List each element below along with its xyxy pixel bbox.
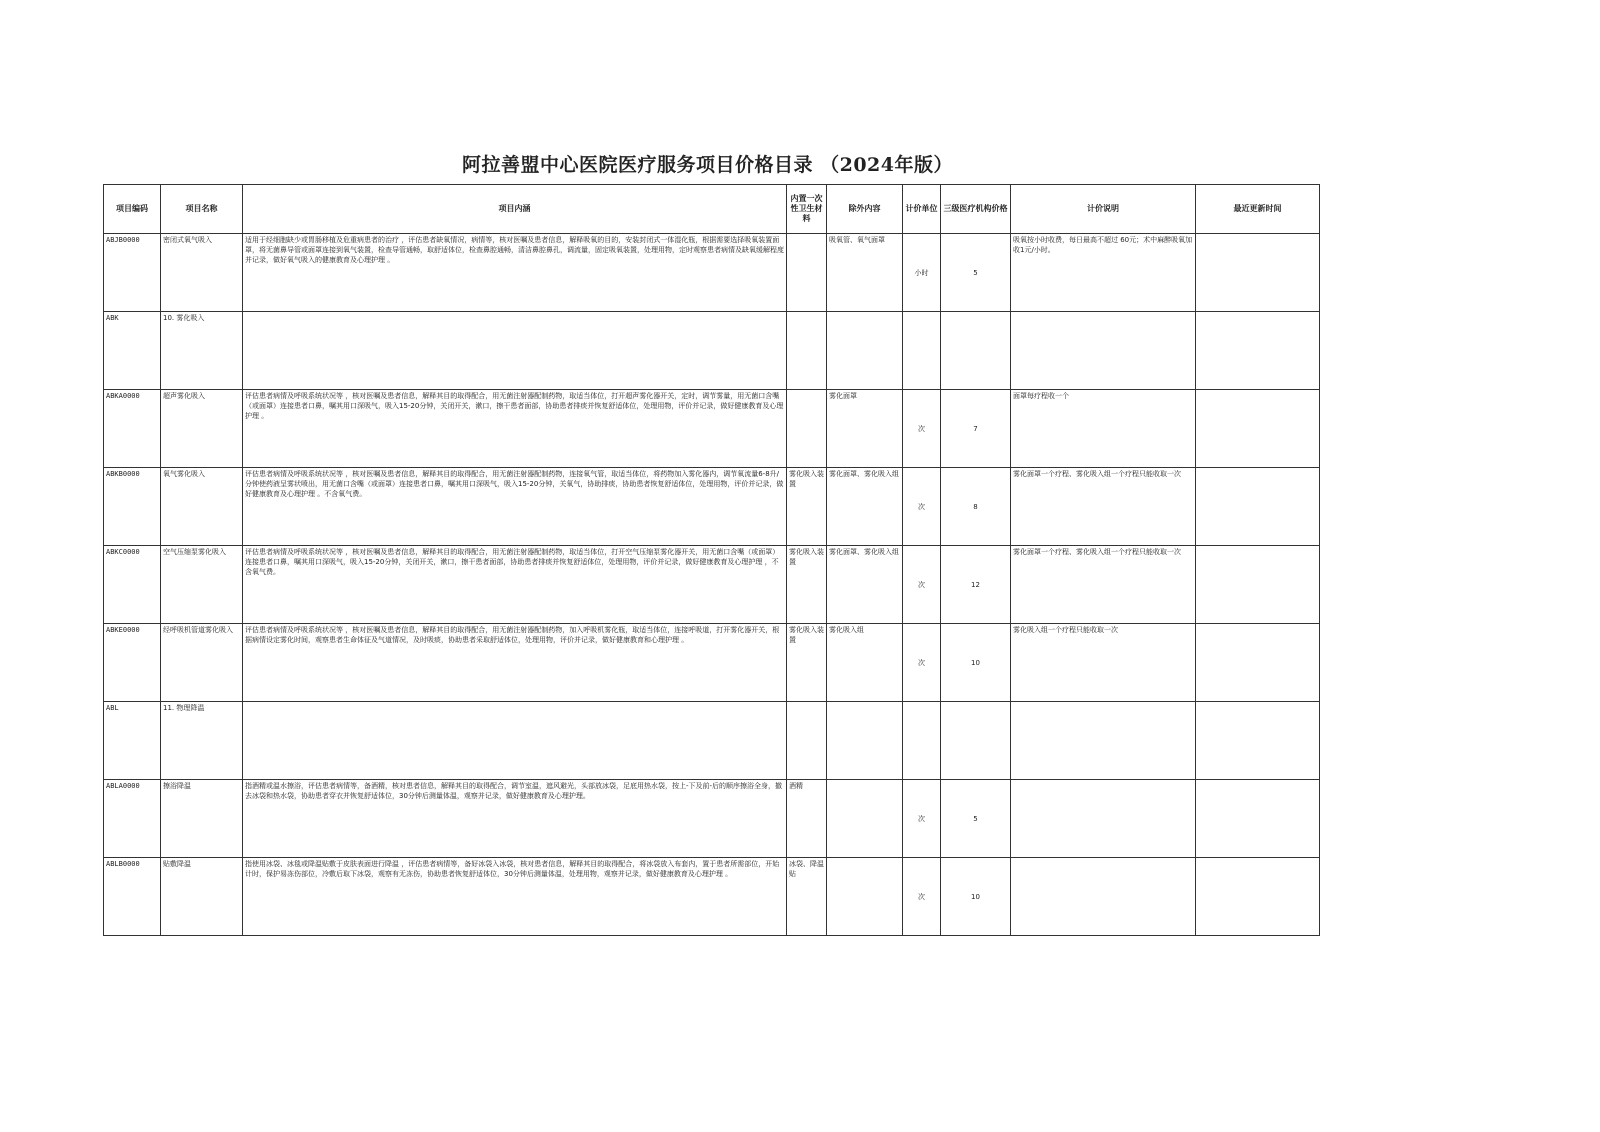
cell-code: ABL [104,702,161,780]
cell-name: 擦浴降温 [161,780,243,858]
cell-material [787,234,827,312]
cell-unit: 次 [903,468,941,546]
cell-unit: 次 [903,858,941,936]
cell-unit: 次 [903,390,941,468]
cell-name: 10. 雾化吸入 [161,312,243,390]
cell-content [243,702,787,780]
table-body [104,234,1320,936]
cell-updated [1196,624,1320,702]
cell-name: 经呼吸机管道雾化吸入 [161,624,243,702]
cell-code: ABKB0000 [104,468,161,546]
table-row [104,468,1320,546]
cell-note [1011,312,1196,390]
cell-note [1011,780,1196,858]
cell-unit: 次 [903,780,941,858]
cell-content: 评估患者病情及呼吸系统状况等 ，核对医嘱及患者信息，解释其目的取得配合，用无菌注射器配制药物，加入呼吸机雾化瓶，取适当体位，连接呼吸道，打开雾化器开关，根据病情设定雾化时间，观察患者生命体征及气道情况，及时吸痰，协助患者采取舒适体位，处理用物，评价并记录，做好健康教育和心理护理 。 [243,624,787,702]
table-row [104,780,1320,858]
cell-price: 12 [941,546,1011,624]
cell-updated [1196,780,1320,858]
cell-updated [1196,468,1320,546]
cell-note [1011,702,1196,780]
cell-material: 雾化吸入装置 [787,468,827,546]
cell-updated [1196,312,1320,390]
cell-excluded: 雾化吸入组 [827,624,903,702]
cell-code: ABKA0000 [104,390,161,468]
cell-name: 贴敷降温 [161,858,243,936]
cell-excluded: 雾化面罩、雾化吸入组 [827,468,903,546]
cell-unit: 次 [903,624,941,702]
cell-updated [1196,702,1320,780]
cell-content: 适用于经细胞缺少或胃肠移植及危重病患者的治疗 ，评估患者缺氧情况，病情等，核对医嘱及患者信息，解释吸氧的目的，安装封闭式一体湿化瓶，根据需要选择吸氧装置面罩，将无菌鼻导管或面罩连接到氧气装置，检查导管通畅，取舒适体位，检查鼻腔通畅，清洁鼻腔鼻孔，调流量，固定吸氧装置，处理用物，定时观察患者病情及缺氧缓解程度并记录，做好氧气吸入的健康教育及心理护理 。 [243,234,787,312]
cell-note: 雾化吸入组一个疗程只能收取一次 [1011,624,1196,702]
cell-unit [903,312,941,390]
header-price: 三级医疗机构价格 [941,185,1011,234]
cell-material: 冰袋、降温贴 [787,858,827,936]
cell-name: 空气压缩泵雾化吸入 [161,546,243,624]
header-row [104,185,1320,234]
cell-content: 指使用冰袋、冰毯或降温贴敷于皮肤表面进行降温 ，评估患者病情等，备好冰袋入冰袋，核对患者信息，解释其目的取得配合，将冰袋放入布套内，置于患者所需部位，开始计时，保护易冻伤部位，冷敷后取下冰袋，观察有无冻伤，协助患者恢复舒适体位，30分钟后测量体温，处理用物，观察并记录，做好健康教育及心理护理 。 [243,858,787,936]
cell-excluded: 雾化面罩 [827,390,903,468]
cell-updated [1196,858,1320,936]
cell-price [941,702,1011,780]
table-row [104,624,1320,702]
table-row [104,858,1320,936]
header-excluded: 除外内容 [827,185,903,234]
header-code: 项目编码 [104,185,161,234]
cell-note: 面罩每疗程收一个 [1011,390,1196,468]
cell-note [1011,858,1196,936]
header-unit: 计价单位 [903,185,941,234]
table-row [104,702,1320,780]
cell-excluded: 吸氧管、氧气面罩 [827,234,903,312]
cell-content [243,312,787,390]
cell-note: 吸氧按小时收费，每日最高不超过 60元；术中麻醉吸氧加收1元/小时。 [1011,234,1196,312]
cell-unit: 小时 [903,234,941,312]
cell-price [941,312,1011,390]
price-table [103,184,1320,936]
cell-updated [1196,234,1320,312]
header-name: 项目名称 [161,185,243,234]
cell-price: 10 [941,858,1011,936]
cell-price: 7 [941,390,1011,468]
cell-code: ABJB0000 [104,234,161,312]
cell-note: 雾化面罩一个疗程、雾化吸入组一个疗程只能收取一次 [1011,468,1196,546]
cell-code: ABK [104,312,161,390]
cell-excluded: 雾化面罩、雾化吸入组 [827,546,903,624]
cell-updated [1196,546,1320,624]
cell-content: 指酒精或温水擦浴，评估患者病情等，备酒精，核对患者信息，解释其目的取得配合，调节室温，遮风避光，头部放冰袋，足底用热水袋，按上-下及前-后的顺序擦浴全身，撤去冰袋和热水袋，协助患者穿衣并恢复舒适体位，30分钟后测量体温，观察并记录，做好健康教育及心理护理。 [243,780,787,858]
cell-material [787,702,827,780]
cell-price: 5 [941,780,1011,858]
cell-name: 超声雾化吸入 [161,390,243,468]
table-header [104,185,1320,234]
table-row [104,546,1320,624]
table-row [104,390,1320,468]
cell-excluded [827,858,903,936]
cell-excluded [827,312,903,390]
cell-name: 氧气雾化吸入 [161,468,243,546]
cell-material [787,390,827,468]
cell-material: 酒精 [787,780,827,858]
cell-code: ABLA0000 [104,780,161,858]
cell-content: 评估患者病情及呼吸系统状况等 ，核对医嘱及患者信息，解释其目的取得配合，用无菌注射器配制药物，取适当体位，打开空气压缩泵雾化器开关，用无菌口含嘴（或面罩）连接患者口鼻，嘱其用口深吸气，吸入15-20分钟，关闭开关，漱口，擦干患者面部，协助患者排痰并恢复舒适体位，处理用物，评价并记录，做好健康教育及心理护理 ，不含氧气费。 [243,546,787,624]
cell-content: 评估患者病情及呼吸系统状况等 ，核对医嘱及患者信息，解释其目的取得配合，用无菌注射器配制药物，连接氧气管，取适当体位，将药物加入雾化器内，调节氧流量6-8升/分钟使药液呈雾状喷出，用无菌口含嘴（或面罩）连接患者口鼻，嘱其用口深吸气，吸入15-20分钟，关氧气，协助排痰，协助患者恢复舒适体位，处理用物，评价并记录，做好健康教育及心理护理 。不含氧气费。 [243,468,787,546]
cell-unit [903,702,941,780]
cell-material [787,312,827,390]
cell-price: 5 [941,234,1011,312]
cell-unit: 次 [903,546,941,624]
cell-name: 密闭式氧气吸入 [161,234,243,312]
cell-material: 雾化吸入装置 [787,546,827,624]
page-title: 阿拉善盟中心医院医疗服务项目价格目录 （2024年版） [462,154,953,176]
cell-material: 雾化吸入装置 [787,624,827,702]
cell-price: 8 [941,468,1011,546]
header-material: 内置一次性卫生材料 [787,185,827,234]
cell-code: ABKC0000 [104,546,161,624]
cell-price: 10 [941,624,1011,702]
table-row [104,312,1320,390]
table-row [104,234,1320,312]
cell-excluded [827,780,903,858]
cell-note: 雾化面罩一个疗程、雾化吸入组一个疗程只能收取一次 [1011,546,1196,624]
cell-excluded [827,702,903,780]
cell-content: 评估患者病情及呼吸系统状况等 ，核对医嘱及患者信息，解释其目的取得配合，用无菌注射器配制药物，取适当体位，打开超声雾化器开关，定时，调节雾量，用无菌口含嘴（或面罩）连接患者口鼻，嘱其用口深吸气，吸入15-20分钟，关闭开关，漱口，擦干患者面部，协助患者排痰并恢复舒适体位，处理用物，评价并记录，做好健康教育及心理护理 。 [243,390,787,468]
header-content: 项目内涵 [243,185,787,234]
header-note: 计价说明 [1011,185,1196,234]
cell-code: ABKE0000 [104,624,161,702]
cell-updated [1196,390,1320,468]
header-updated: 最近更新时间 [1196,185,1320,234]
cell-name: 11. 物理降温 [161,702,243,780]
cell-code: ABLB0000 [104,858,161,936]
